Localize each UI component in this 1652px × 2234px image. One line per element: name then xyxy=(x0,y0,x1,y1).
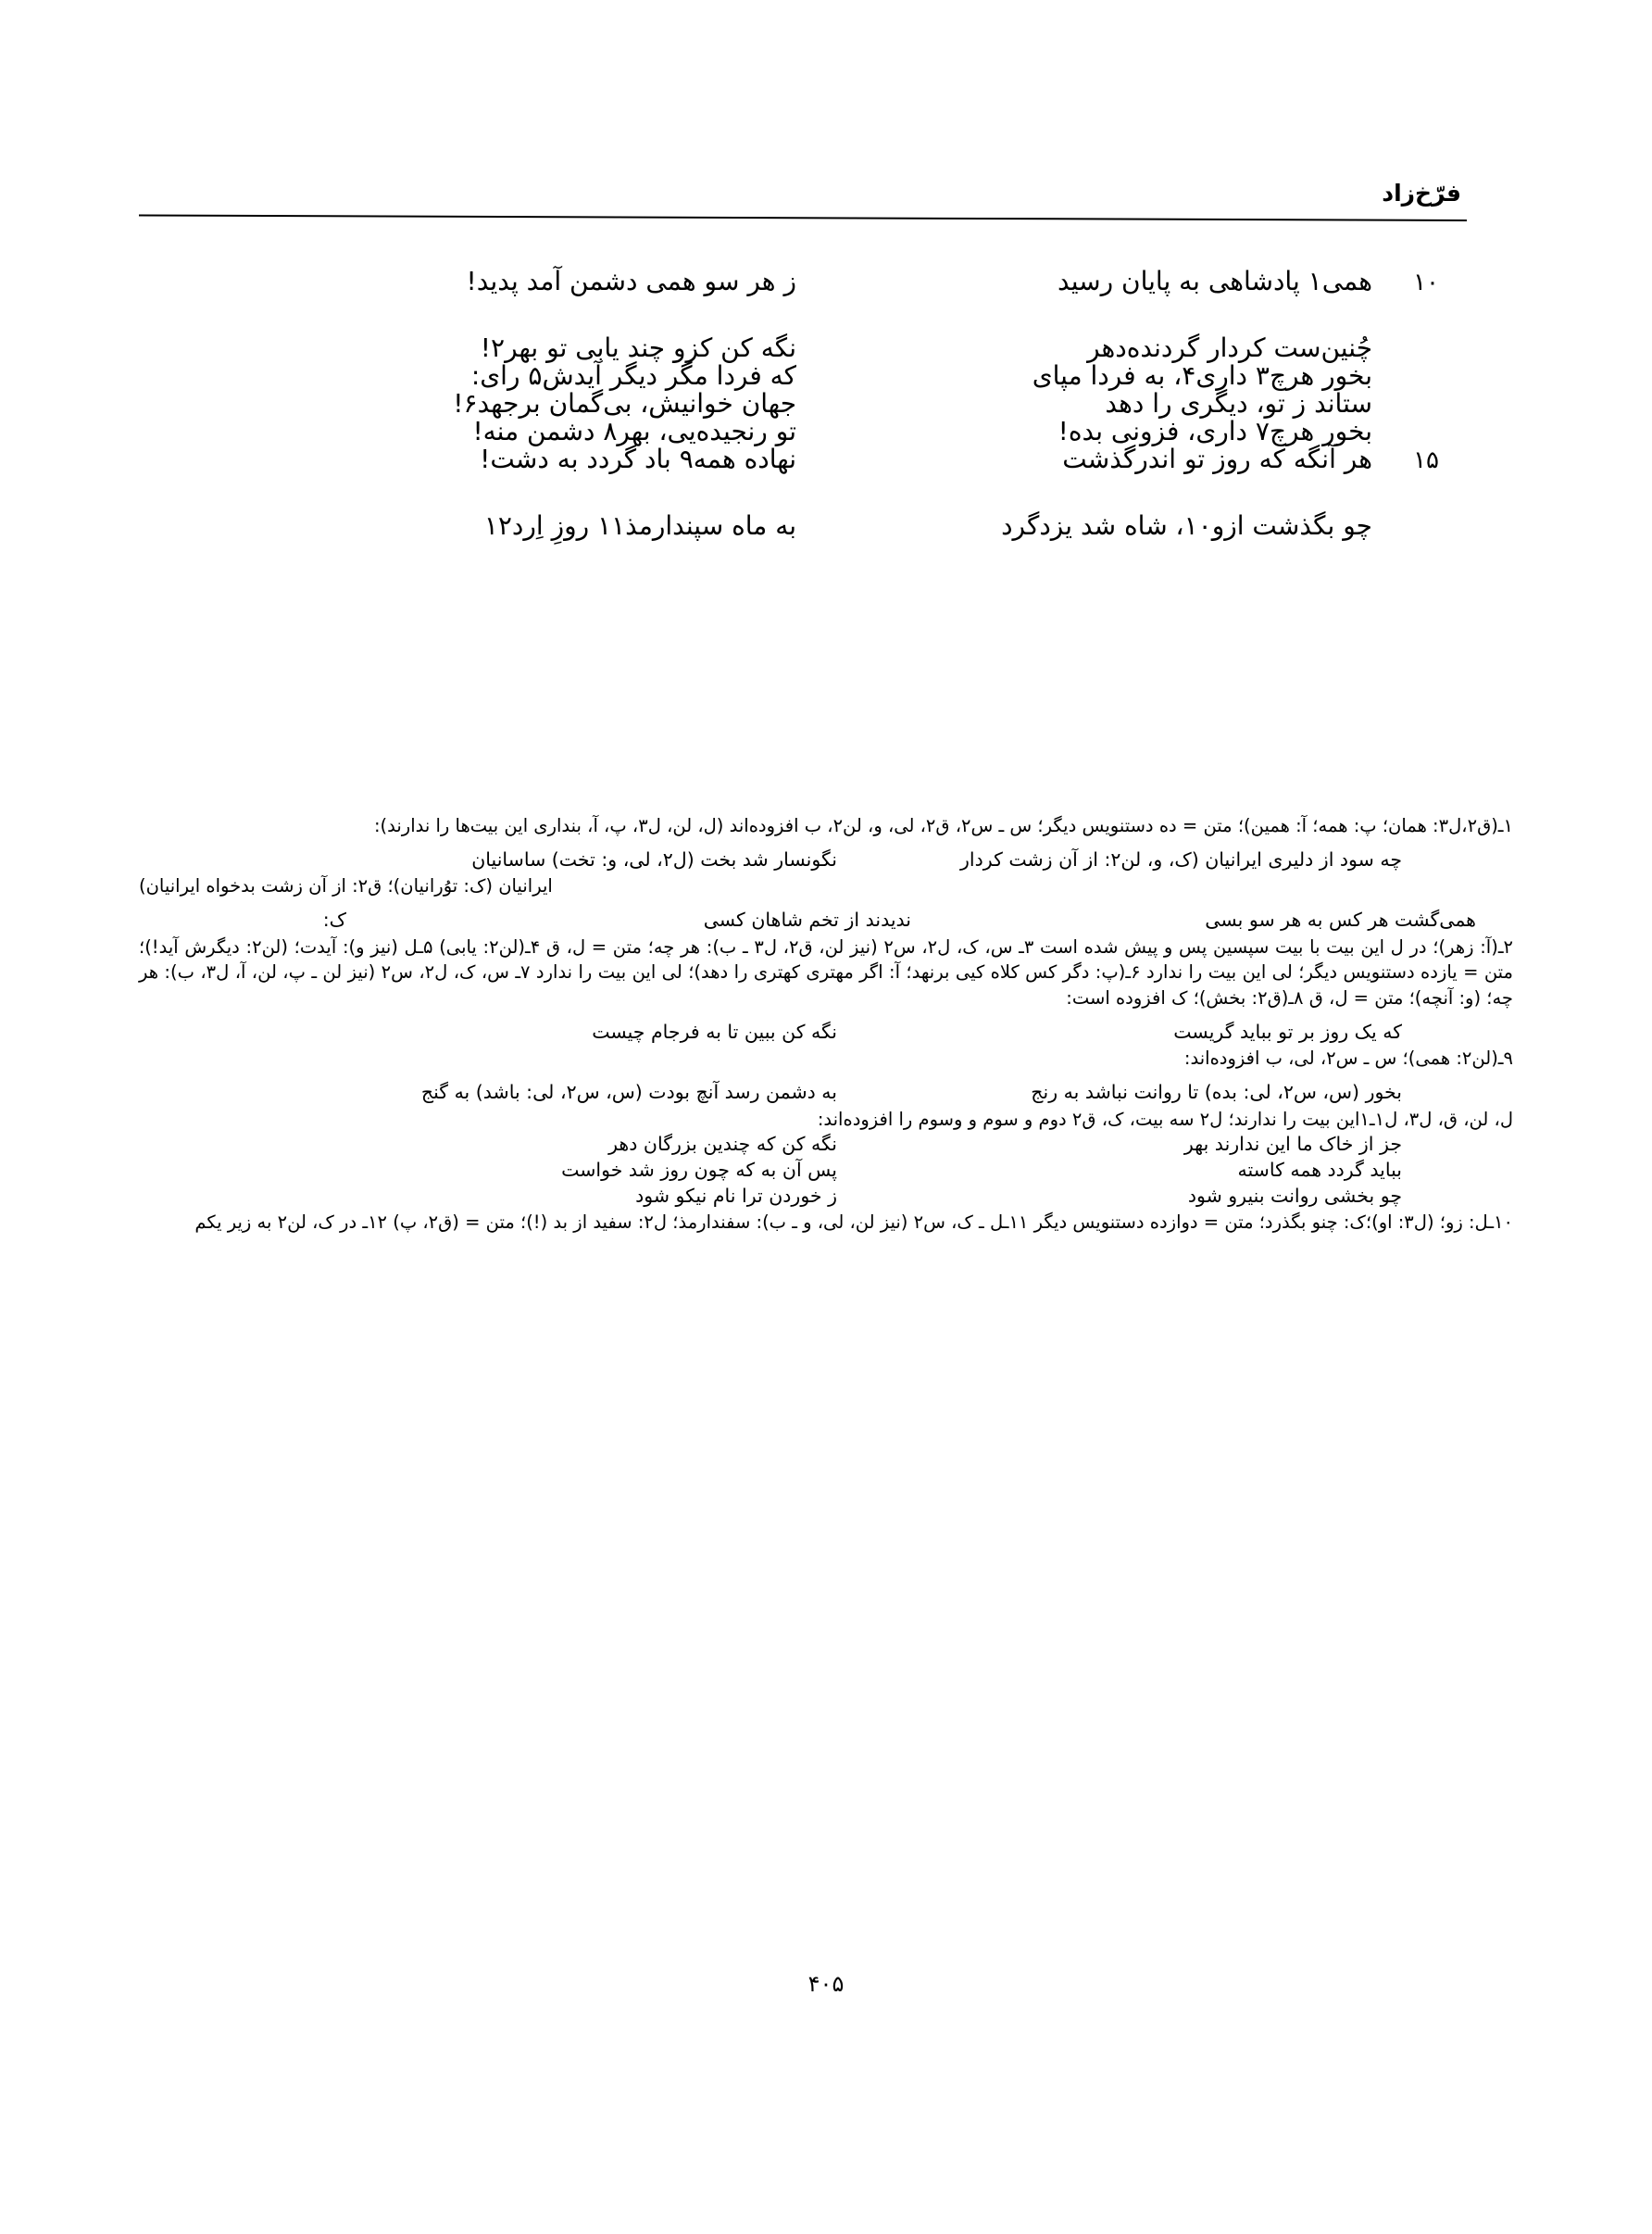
hemistich-text: چُنین‌ست کردار گردنده‌دهر xyxy=(1087,333,1372,363)
verse-line xyxy=(217,335,1439,361)
verse-line xyxy=(217,510,1439,541)
variant-hemistich-right: نگه کن ببین تا به فرجام چیست xyxy=(592,1020,837,1043)
variant-hemistich-right: ز خوردن ترا نام نیکو شود xyxy=(635,1184,837,1207)
variant-couplet xyxy=(65,1185,1513,1209)
variant-hemistich-right: به دشمن رسد آنچ بودت (س، س۲، لی: باشد) به گنج xyxy=(420,1081,837,1103)
hemistich-text: جهان خوانیش، بی‌گمان برجهد۶! xyxy=(453,388,796,419)
page-number: ۴۰۵ xyxy=(807,1971,845,1997)
hemistich-left xyxy=(265,416,824,446)
header-rule xyxy=(139,214,1467,221)
variant-manuscript-label: ک: xyxy=(322,909,346,931)
variant-hemistich-right: نگونسار شد بخت (ل۲، لی، و: تخت) ساسانیان xyxy=(471,847,837,871)
variant-hemistich-right: ندیدند از تخم شاهان کسی xyxy=(703,909,911,931)
hemistich-text: ستاند ز تو، دیگری را دهد xyxy=(1105,388,1372,419)
verse-line xyxy=(217,266,1439,296)
hemistich-text: چو بگذشت ازو۱۰، شاه شد یزدگرد xyxy=(1001,510,1372,541)
variant-couplet xyxy=(65,848,1513,872)
verse-block xyxy=(217,266,1439,541)
hemistich-text: بخور هرچ۷ داری، فزونی بده! xyxy=(1058,416,1372,446)
running-head-zone xyxy=(139,182,1467,237)
hemistich-text: هر آنگه که روز تو اندرگذشت xyxy=(1062,444,1372,474)
variant-couplet xyxy=(139,909,1513,933)
hemistich-right xyxy=(824,446,1372,472)
verse-number xyxy=(1372,383,1439,384)
hemistich-right xyxy=(824,388,1372,419)
hemistich-left xyxy=(265,360,824,391)
variant-couplet xyxy=(65,1133,1513,1157)
verse-number xyxy=(1372,533,1439,534)
variant-hemistich-right: پس آن به که چون روز شد خواست xyxy=(561,1158,837,1181)
variant-continuation: ایرانیان (ک: توُرانیان)؛ ق۲: از آن زشت بدخواه ایرانیان) xyxy=(139,875,553,897)
verse-number: ۱۵ xyxy=(1413,446,1439,474)
verse-number xyxy=(1372,355,1439,357)
hemistich-text: همی۱ پادشاهی به پایان رسید xyxy=(1058,266,1372,296)
variant-hemistich-left: چو بخشی روانت بنیرو شود xyxy=(1187,1184,1402,1207)
verse-line xyxy=(217,388,1439,419)
hemistich-left xyxy=(265,510,824,541)
hemistich-right xyxy=(824,360,1372,391)
variant-hemistich-left: بخور (س، س۲، لی: بده) تا روانت نباشد به رنج xyxy=(1031,1081,1402,1103)
hemistich-text: تو رنجیده‌یی، بهر۸ دشمن منه! xyxy=(472,416,796,446)
variant-couplet xyxy=(65,1021,1513,1045)
hemistich-left xyxy=(265,446,824,472)
apparatus-note-10: ۱۰ـل: زو؛ (ل۳: او)؛ک: چنو بگذرد؛ متن = دوازده دستنویس دیگر ۱۱ـل ـ ک، س۲ (نیز لن، لی، و ـ ب): سفندارمذ؛ ل۲: سفید از بد (!)؛ متن = (ق۲، پ) ۱۲ـ در ک، لن۲ به زیر یکم xyxy=(194,1211,1513,1234)
hemistich-left xyxy=(265,266,824,296)
hemistich-right xyxy=(824,510,1372,541)
hemistich-text: بخور هرچ۳ داری۴، به فردا مپای xyxy=(1032,360,1372,391)
variant-hemistich-left: جز از خاک ما این ندارند بهر xyxy=(1183,1133,1402,1156)
hemistich-text: نگه کن کزو چند یابی تو بهر۲! xyxy=(480,333,796,363)
hemistich-text: به ماه سپندارمذ۱۱ روزِ اِرد۱۲ xyxy=(483,510,796,541)
hemistich-left xyxy=(265,388,824,419)
verse-line xyxy=(217,416,1439,446)
hemistich-right xyxy=(824,416,1372,446)
verse-number xyxy=(1372,438,1439,440)
running-head: فرّخ‌زاد xyxy=(1382,180,1461,207)
hemistich-right xyxy=(824,266,1372,296)
variant-hemistich-right: نگه کن که چندین بزرگان دهر xyxy=(608,1133,837,1156)
variant-couplet xyxy=(65,1081,1513,1105)
variant-couplet xyxy=(65,1159,1513,1183)
hemistich-right xyxy=(824,335,1372,361)
hemistich-text: ز هر سو همی دشمن آمد پدید! xyxy=(466,266,796,296)
verse-number: ۱۰ xyxy=(1413,269,1439,296)
hemistich-text: که فردا مگر دیگر آیدش۵ رای: xyxy=(470,360,796,391)
apparatus-note-9: ۹ـ(لن۲: همی)؛ س ـ س۲، لی، ب افزوده‌اند: xyxy=(1183,1048,1513,1070)
variant-hemistich-left: که یک روز بر تو بباید گریست xyxy=(1173,1020,1402,1043)
verse-line xyxy=(217,446,1439,472)
hemistich-text: نهاده همه۹ باد گردد به دشت! xyxy=(480,444,796,474)
hemistich-left xyxy=(265,335,824,361)
verse-line xyxy=(217,360,1439,391)
apparatus-note-1: ۱ـ(ق۲،ل۳: همان؛ پ: همه؛ آ: همین)؛ متن = ده دستنویس دیگر؛ س ـ س۲، ق۲، لی، و، لن۲، ب افزوده‌اند (ل، لن، ل۳، پ، آ، بنداری این بیت‌ها را ندارند): xyxy=(373,815,1513,836)
apparatus-note-2: ۲ـ(آ: زهر)؛ در ل این بیت با بیت سپسین پس و پیش شده است ۳ـ س، ک، ل۲، س۲ (نیز لن، ق۲، ل۳ ـ ب): هر چه؛ متن = ل، ق ۴ـ(لن۲: یابی) ۵ـل (نیز و): آیدت؛ (لن۲: دیگرش آید!)؛ متن = یازده دستنویس دیگر؛ لی این بیت را ندارد ۶ـ(پ: دگر کس کلاه کیی برنهد؛ آ: اگر مهتری کهتری را دهد)؛ لی این بیت را ندارد ۷ـ س، ک، ل۲، س۲ (نیز لن ـ پ، لن، آ، ل۳، ب): هر چه؛ (و: آنچه)؛ متن = ل، ق ۸ـ(ق۲: بخش)؛ ک افزوده است: xyxy=(139,935,1514,1009)
verse-number xyxy=(1372,410,1439,412)
critical-apparatus xyxy=(139,813,1513,1236)
variant-hemistich-left: بباید گردد همه کاسته xyxy=(1237,1158,1402,1181)
variant-hemistich-left: همی‌گشت هر کس به هر سو بسی xyxy=(1205,909,1476,931)
variant-hemistich-left: چه سود از دلیری ایرانیان (ک، و، لن۲: از آن زشت کردار xyxy=(960,847,1402,871)
apparatus-note-10-intro: ل، لن، ق، ل۳، ل۱ـ۱این بیت را ندارند؛ ل۲ سه بیت، ک، ق۲ دوم و سوم و وسوم را افزوده‌اند: xyxy=(817,1108,1513,1130)
